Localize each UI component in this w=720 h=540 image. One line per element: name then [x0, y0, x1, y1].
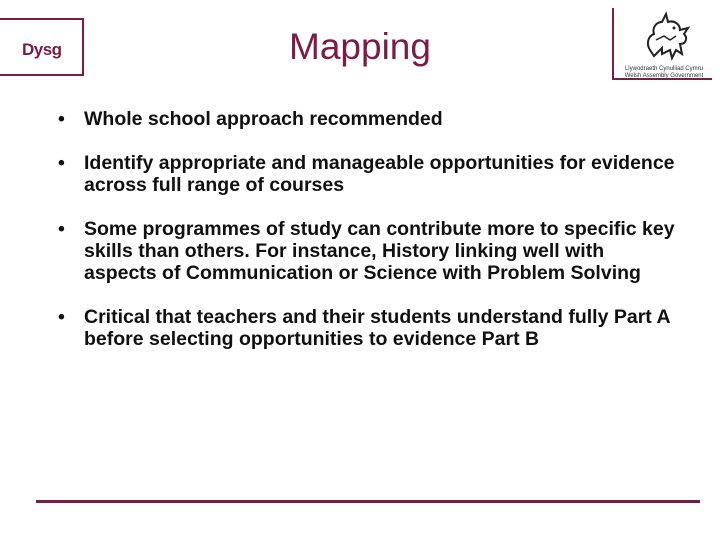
gov-logo-english-text: Welsh Assembly Government — [624, 73, 704, 79]
dragon-icon — [640, 10, 692, 64]
footer-divider — [36, 500, 700, 503]
bullet-dot: • — [58, 218, 65, 240]
bullet-item — [58, 218, 678, 284]
bullet-text: Critical that teachers and their students understand fully Part A before selecting opportunities to evidence Part B — [84, 306, 670, 350]
bullet-item — [58, 108, 678, 130]
bullet-text: Some programmes of study can contribute more to specific key skills than others. For instance, History linking well with aspects of Communication or Science with Problem Solving — [84, 218, 675, 284]
dysg-logo-text: Dysg — [22, 40, 62, 59]
bullet-dot: • — [58, 306, 65, 328]
bullet-list — [58, 108, 678, 372]
page-title: Mapping — [289, 26, 431, 67]
bullet-dot: • — [58, 152, 65, 174]
bullet-item — [58, 152, 678, 196]
bullet-text: Identify appropriate and manageable opportunities for evidence across full range of courses — [84, 152, 675, 196]
bullet-text: Whole school approach recommended — [84, 108, 443, 130]
bullet-dot: • — [58, 108, 65, 130]
bullet-item — [58, 306, 678, 350]
welsh-government-logo — [612, 8, 712, 84]
gov-logo-welsh-text: Llywodraeth Cynulliad Cymru — [624, 66, 704, 72]
